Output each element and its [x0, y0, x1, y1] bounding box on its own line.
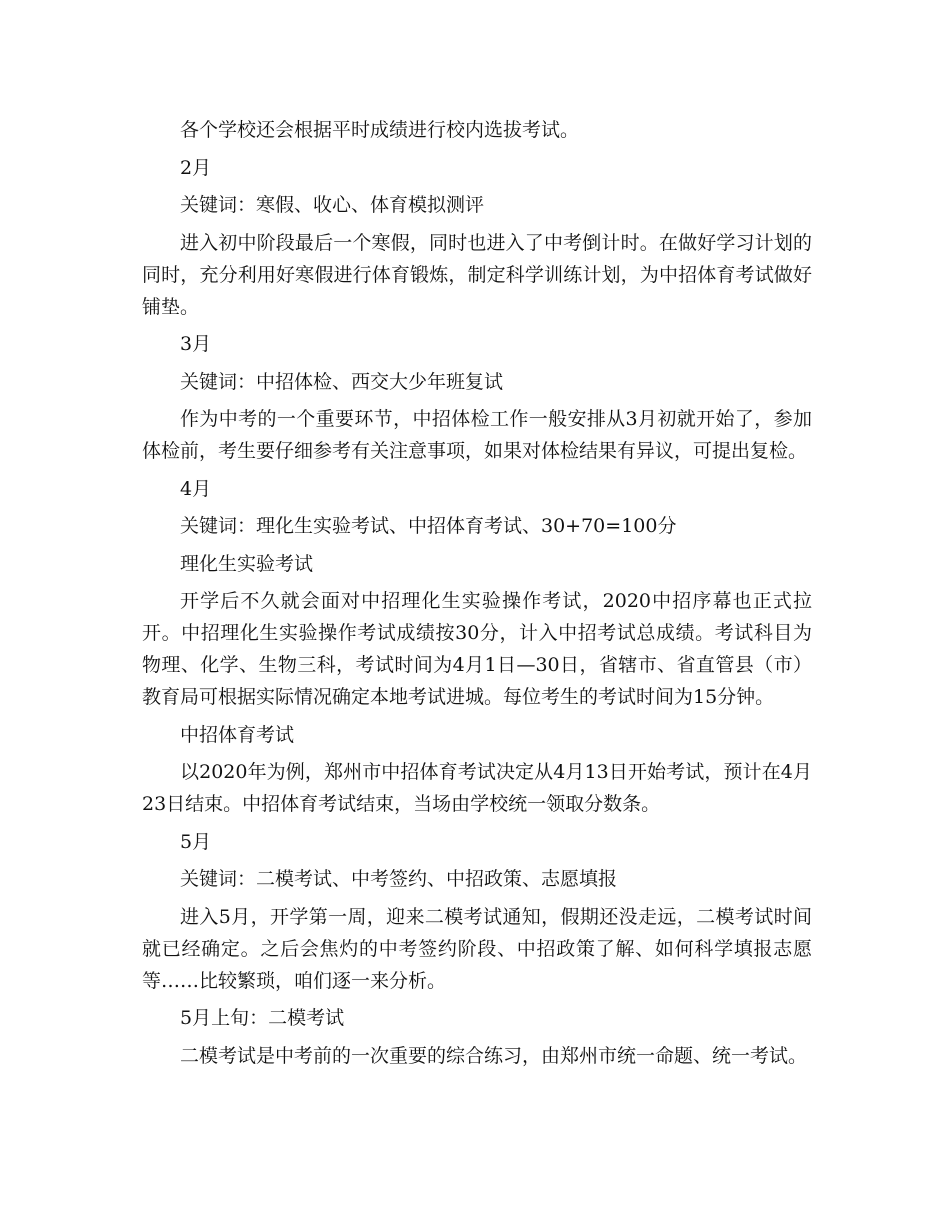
paragraph-intro: 各个学校还会根据平时成绩进行校内选拔考试。 [180, 119, 580, 141]
paragraph-lab-exam: 开学后不久就会面对中招理化生实验操作考试，2020中招序幕也正式拉开。中招理化生实验操作考试成绩按30分，计入中招考试总成绩。考试科目为物理、化学、生物三科，考试时间为4月1日—30日，省辖市、省直管县（市）教育局可根据实际情况确定本地考试进城。每位考生的考试时间为15分钟。 [142, 590, 812, 708]
keywords-april: 关键词：理化生实验考试、中招体育考试、30+70=100分 [180, 515, 677, 537]
document-body [142, 114, 812, 1077]
subheading-lab-exam: 理化生实验考试 [180, 552, 314, 575]
keywords-may: 关键词：二模考试、中考签约、中招政策、志愿填报 [180, 868, 618, 890]
month-heading-april: 4月 [180, 477, 212, 500]
month-heading-march: 3月 [180, 333, 212, 355]
subheading-pe-exam: 中招体育考试 [180, 723, 295, 746]
paragraph-february: 进入初中阶段最后一个寒假，同时也进入了中考倒计时。在做好学习计划的同时，充分利用好寒假进行体育锻炼，制定科学训练计划，为中招体育考试做好铺垫。 [142, 231, 812, 318]
paragraph-march: 作为中考的一个重要环节，中招体检工作一般安排从3月初就开始了，参加体检前，考生要仔细参考有关注意事项，如果对体检结果有异议，可提出复检。 [142, 408, 812, 462]
month-heading-february: 2月 [180, 156, 212, 179]
paragraph-pe-exam: 以2020年为例，郑州市中招体育考试决定从4月13日开始考试，预计在4月23日结束。中招体育考试结束，当场由学校统一领取分数条。 [142, 761, 812, 815]
paragraph-may: 进入5月，开学第一周，迎来二模考试通知，假期还没走远，二模考试时间就已经确定。之后会焦灼的中考签约阶段、中招政策了解、如何科学填报志愿等……比较繁琐，咱们逐一来分析。 [142, 905, 812, 992]
keywords-february: 关键词：寒假、收心、体育模拟测评 [180, 194, 485, 216]
month-heading-may: 5月 [180, 830, 212, 853]
subheading-second-mock-exam: 5月上旬：二模考试 [180, 1007, 345, 1029]
paragraph-second-mock-exam: 二模考试是中考前的一次重要的综合练习，由郑州市统一命题、统一考试。 [180, 1044, 808, 1067]
keywords-march: 关键词：中招体检、西交大少年班复试 [180, 370, 504, 393]
